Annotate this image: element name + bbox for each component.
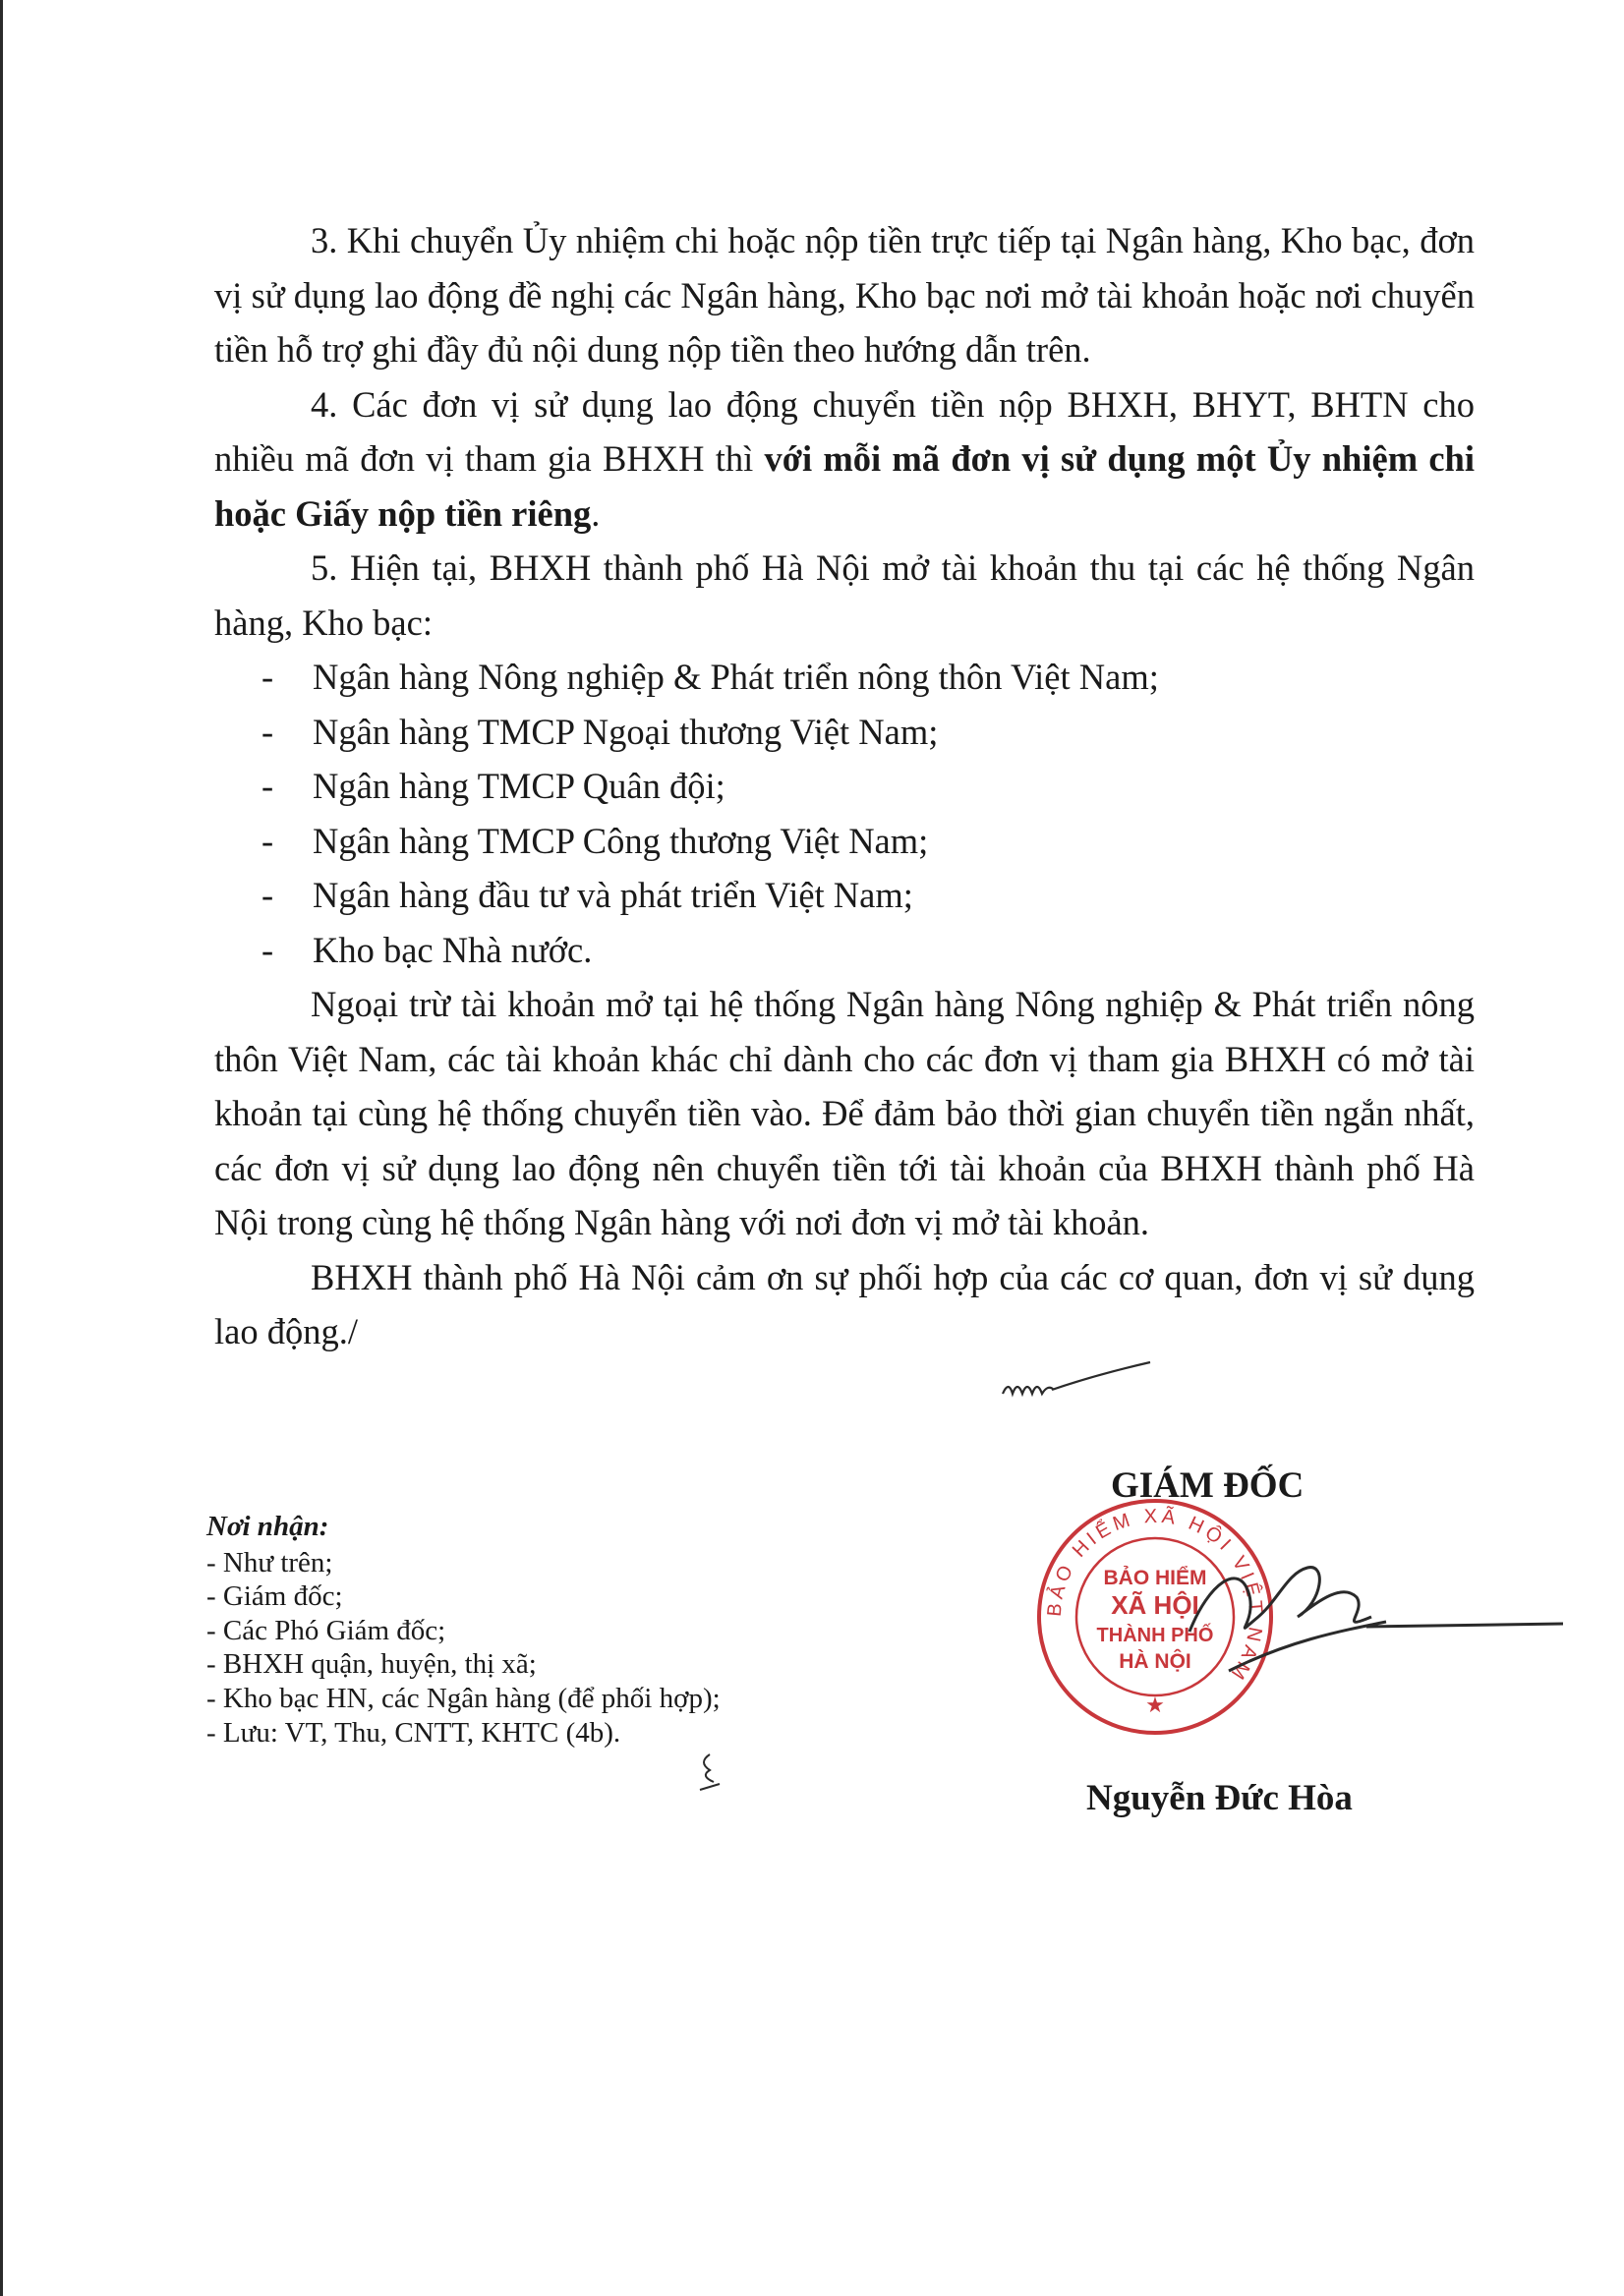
seal-line: XÃ HỘI [1111,1590,1199,1620]
list-dash: - [261,711,274,752]
paragraph-7: BHXH thành phố Hà Nội cảm ơn sự phối hợp của các cơ quan, đơn vị sử dụng lao động./ [214,1256,1475,1351]
paragraph-3: 3. Khi chuyển Ủy nhiệm chi hoặc nộp tiền trực tiếp tại Ngân hàng, Kho bạc, đơn vị sử dụng lao động đề nghị các Ngân hàng, Kho bạc nơi mở tài khoản hoặc nơi chuyển tiền hỗ trợ ghi đầy đủ nội dung nộp tiền theo hướng dẫn trên. [214,220,1475,370]
list-dash: - [261,657,274,697]
bank-name: Ngân hàng TMCP Ngoại thương Việt Nam; [313,711,939,752]
paragraph-4-end: . [591,492,601,534]
bank-item [214,868,1475,923]
recipient-item: - Kho bạc HN, các Ngân hàng (để phối hợp); [206,1682,721,1714]
signatory-name: Nguyễn Đức Hòa [1086,1778,1353,1818]
bank-list [214,650,1475,977]
list-dash: - [261,820,274,861]
seal-line: BẢO HIỂM [1103,1567,1207,1589]
recipient-item: - BHXH quận, huyện, thị xã; [206,1648,537,1681]
recipient-item: - Như trên; [206,1546,333,1578]
paragraph-4-text: 4. Các đơn vị sử dụng lao động chuyển tiền nộp BHXH, BHYT, BHTN cho nhiều mã đơn vị tham gia BHXH thì [214,383,1475,479]
handwritten-signature-icon [1170,1523,1563,1700]
signature-block [1032,1464,1543,1838]
recipients-block [206,1510,721,1750]
list-dash: - [261,766,274,806]
recipients-list [206,1546,721,1751]
recipients-title: Nơi nhận: [206,1511,329,1542]
recipient-item: - Giám đốc; [206,1580,343,1613]
seal-star-icon: ★ [1145,1693,1165,1717]
bank-name: Ngân hàng TMCP Quân đội; [313,766,725,806]
bank-item [214,814,1475,869]
scan-edge [0,0,3,2296]
bank-name: Kho bạc Nhà nước. [313,929,593,970]
paragraph-6: Ngoại trừ tài khoản mở tại hệ thống Ngân hàng Nông nghiệp & Phát triển nông thôn Việt Nam, các tài khoản khác chỉ dành cho các đơn vị tham gia BHXH có mở tài khoản tại cùng hệ thống chuyển tiền vào. Để đảm bảo thời gian chuyển tiền ngắn nhất, các đơn vị sử dụng lao động nên chuyển tiền tới tài khoản của BHXH thành phố Hà Nội trong cùng hệ thống Ngân hàng với nơi đơn vị mở tài khoản. [214,984,1475,1242]
seal-line: THÀNH PHỐ [1096,1625,1214,1646]
initials-mark-icon [688,1745,737,1799]
bank-name: Ngân hàng Nông nghiệp & Phát triển nông thôn Việt Nam; [313,657,1159,697]
recipient-item: - Các Phó Giám đốc; [206,1614,446,1646]
initials-scribble-icon [998,1356,1155,1406]
seal-line: HÀ NỘI [1119,1650,1191,1673]
list-dash: - [261,929,274,970]
bank-item [214,705,1475,760]
bank-item [214,923,1475,978]
list-dash: - [261,875,274,915]
paragraph-4-emphasis: với mỗi mã đơn vị sử dụng một Ủy nhiệm chi hoặc Giấy nộp tiền riêng [214,438,1475,534]
bank-name: Ngân hàng TMCP Công thương Việt Nam; [313,820,929,861]
paragraph-4 [214,377,1475,542]
seal-ring-text: BẢO HIỂM XÃ HỘI VIỆT NAM [1043,1505,1267,1687]
paragraph-5: 5. Hiện tại, BHXH thành phố Hà Nội mở tài khoản thu tại các hệ thống Ngân hàng, Kho bạc: [214,547,1475,643]
bank-item [214,759,1475,814]
letter-body [214,213,1475,1359]
bank-name: Ngân hàng đầu tư và phát triển Việt Nam; [313,875,913,915]
signatory-title: GIÁM ĐỐC [1111,1465,1305,1506]
recipient-item: - Lưu: VT, Thu, CNTT, KHTC (4b). [206,1716,621,1749]
bank-item [214,650,1475,705]
